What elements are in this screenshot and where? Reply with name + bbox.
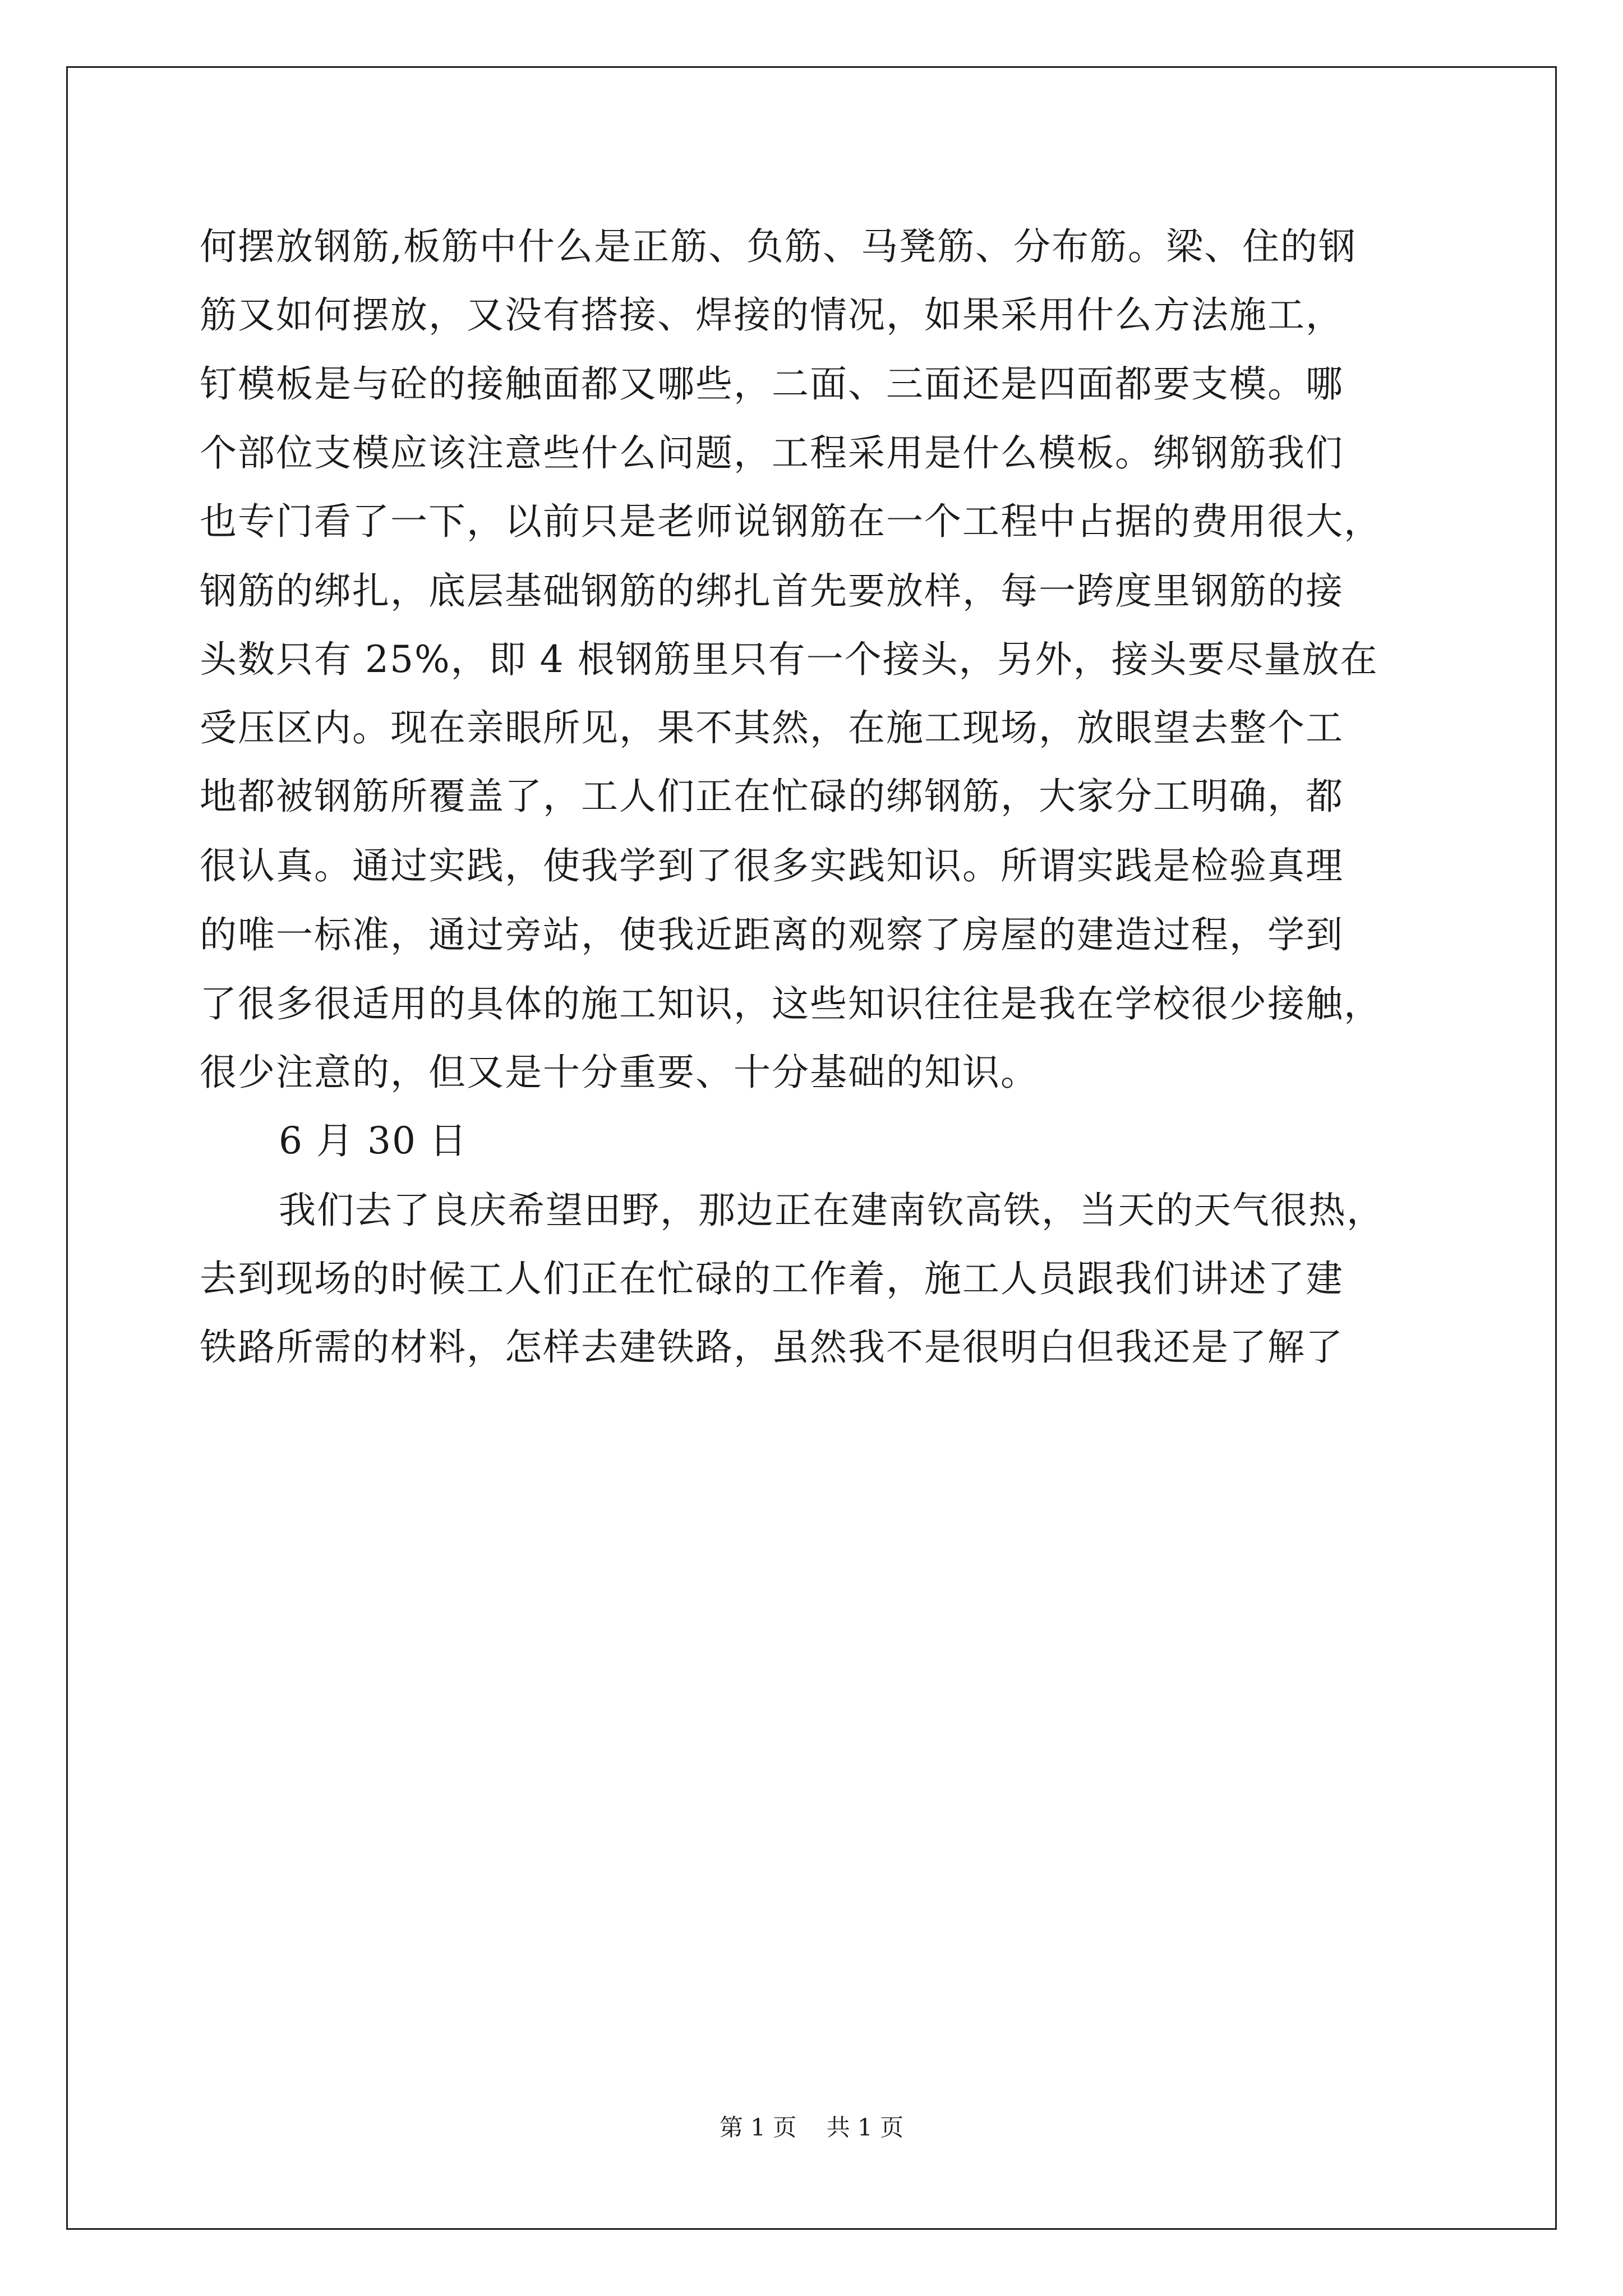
body-line-4: 个部位支模应该注意些什么问题，工程采用是什么模板。绑钢筋我们 (200, 431, 1344, 475)
body-line-8: 受压区内。现在亲眼所见，果不其然，在施工现场，放眼望去整个工 (200, 706, 1344, 749)
body-line-11: 的唯一标准，通过旁站，使我近距离的观察了房屋的建造过程，学到 (200, 913, 1344, 956)
body-line-9: 地都被钢筋所覆盖了，工人们正在忙碌的绑钢筋，大家分工明确，都 (200, 775, 1344, 818)
body-line-1: 何摆放钢筋,板筋中什么是正筋、负筋、马凳筋、分布筋。梁、住的钢 (200, 225, 1357, 268)
body-line-14: 我们去了良庆希望田野，那边正在建南钦高铁，当天的天气很热， (279, 1189, 1385, 1232)
body-line-7: 头数只有 25%，即 4 根钢筋里只有一个接头，另外，接头要尽量放在 (200, 638, 1378, 681)
body-line-5: 也专门看了一下，以前只是老师说钢筋在一个工程中占据的费用很大， (200, 500, 1382, 543)
date-heading: 6 月 30 日 (279, 1119, 468, 1162)
body-line-12: 了很多很适用的具体的施工知识，这些知识往往是我在学校很少接触， (200, 982, 1382, 1025)
page-footer: 第 1 页 共 1 页 (719, 2114, 904, 2141)
body-line-10: 很认真。通过实践，使我学到了很多实践知识。所谓实践是检验真理 (200, 844, 1344, 887)
body-line-6: 钢筋的绑扎，底层基础钢筋的绑扎首先要放样，每一跨度里钢筋的接 (200, 569, 1344, 613)
body-line-2: 筋又如何摆放，又没有搭接、焊接的情况，如果采用什么方法施工， (200, 293, 1344, 337)
body-line-13: 很少注意的，但又是十分重要、十分基础的知识。 (200, 1051, 1039, 1094)
body-line-16: 铁路所需的材料，怎样去建铁路，虽然我不是很明白但我还是了解了 (200, 1326, 1344, 1369)
body-line-15: 去到现场的时候工人们正在忙碌的工作着，施工人员跟我们讲述了建 (200, 1257, 1344, 1300)
body-line-3: 钉模板是与砼的接触面都又哪些，二面、三面还是四面都要支模。哪 (200, 362, 1344, 406)
